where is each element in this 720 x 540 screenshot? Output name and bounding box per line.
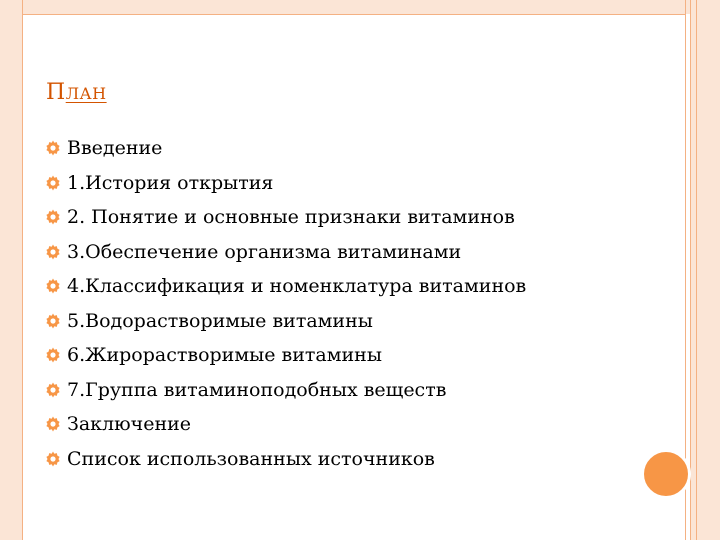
gear-icon <box>44 243 62 261</box>
gear-icon <box>44 450 62 468</box>
gear-icon <box>44 208 62 226</box>
list-item <box>44 373 526 408</box>
gear-icon <box>44 381 62 399</box>
list-item-label: 5.Водорастворимые витамины <box>67 309 373 332</box>
frame-right <box>690 0 720 540</box>
frame-rule-top <box>22 14 685 15</box>
list-item <box>44 200 526 235</box>
slide-title-first-letter: П <box>46 80 66 105</box>
list-item <box>44 407 526 442</box>
gear-icon <box>44 415 62 433</box>
frame-rule-right-2 <box>690 0 691 540</box>
list-item-label: Список использованных источников <box>67 447 435 470</box>
decorative-circle <box>641 449 691 499</box>
list-item <box>44 304 526 339</box>
frame-rule-right-3 <box>696 0 697 540</box>
slide-title-rest: ЛАН <box>65 84 107 103</box>
list-item <box>44 338 526 373</box>
gear-icon <box>44 277 62 295</box>
list-item <box>44 235 526 270</box>
list-item-label: 7.Группа витаминоподобных веществ <box>67 378 447 401</box>
gear-icon <box>44 174 62 192</box>
list-item-label: 2. Понятие и основные признаки витаминов <box>67 206 515 229</box>
list-item-label: Введение <box>67 137 163 160</box>
gear-icon <box>44 139 62 157</box>
list-item-label: 3.Обеспечение организма витаминами <box>67 240 462 263</box>
plan-list <box>44 131 526 476</box>
list-item-label: 1.История открытия <box>67 171 274 194</box>
list-item-label: Заключение <box>67 413 192 436</box>
list-item-label: 4.Классификация и номенклатура витаминов <box>67 275 527 298</box>
list-item <box>44 442 526 477</box>
slide-title <box>46 80 107 105</box>
gear-icon <box>44 312 62 330</box>
list-item <box>44 166 526 201</box>
list-item-label: 6.Жирорастворимые витамины <box>67 344 382 367</box>
frame-top <box>0 0 720 14</box>
list-item <box>44 269 526 304</box>
list-item <box>44 131 526 166</box>
gear-icon <box>44 346 62 364</box>
frame-left <box>0 0 23 540</box>
